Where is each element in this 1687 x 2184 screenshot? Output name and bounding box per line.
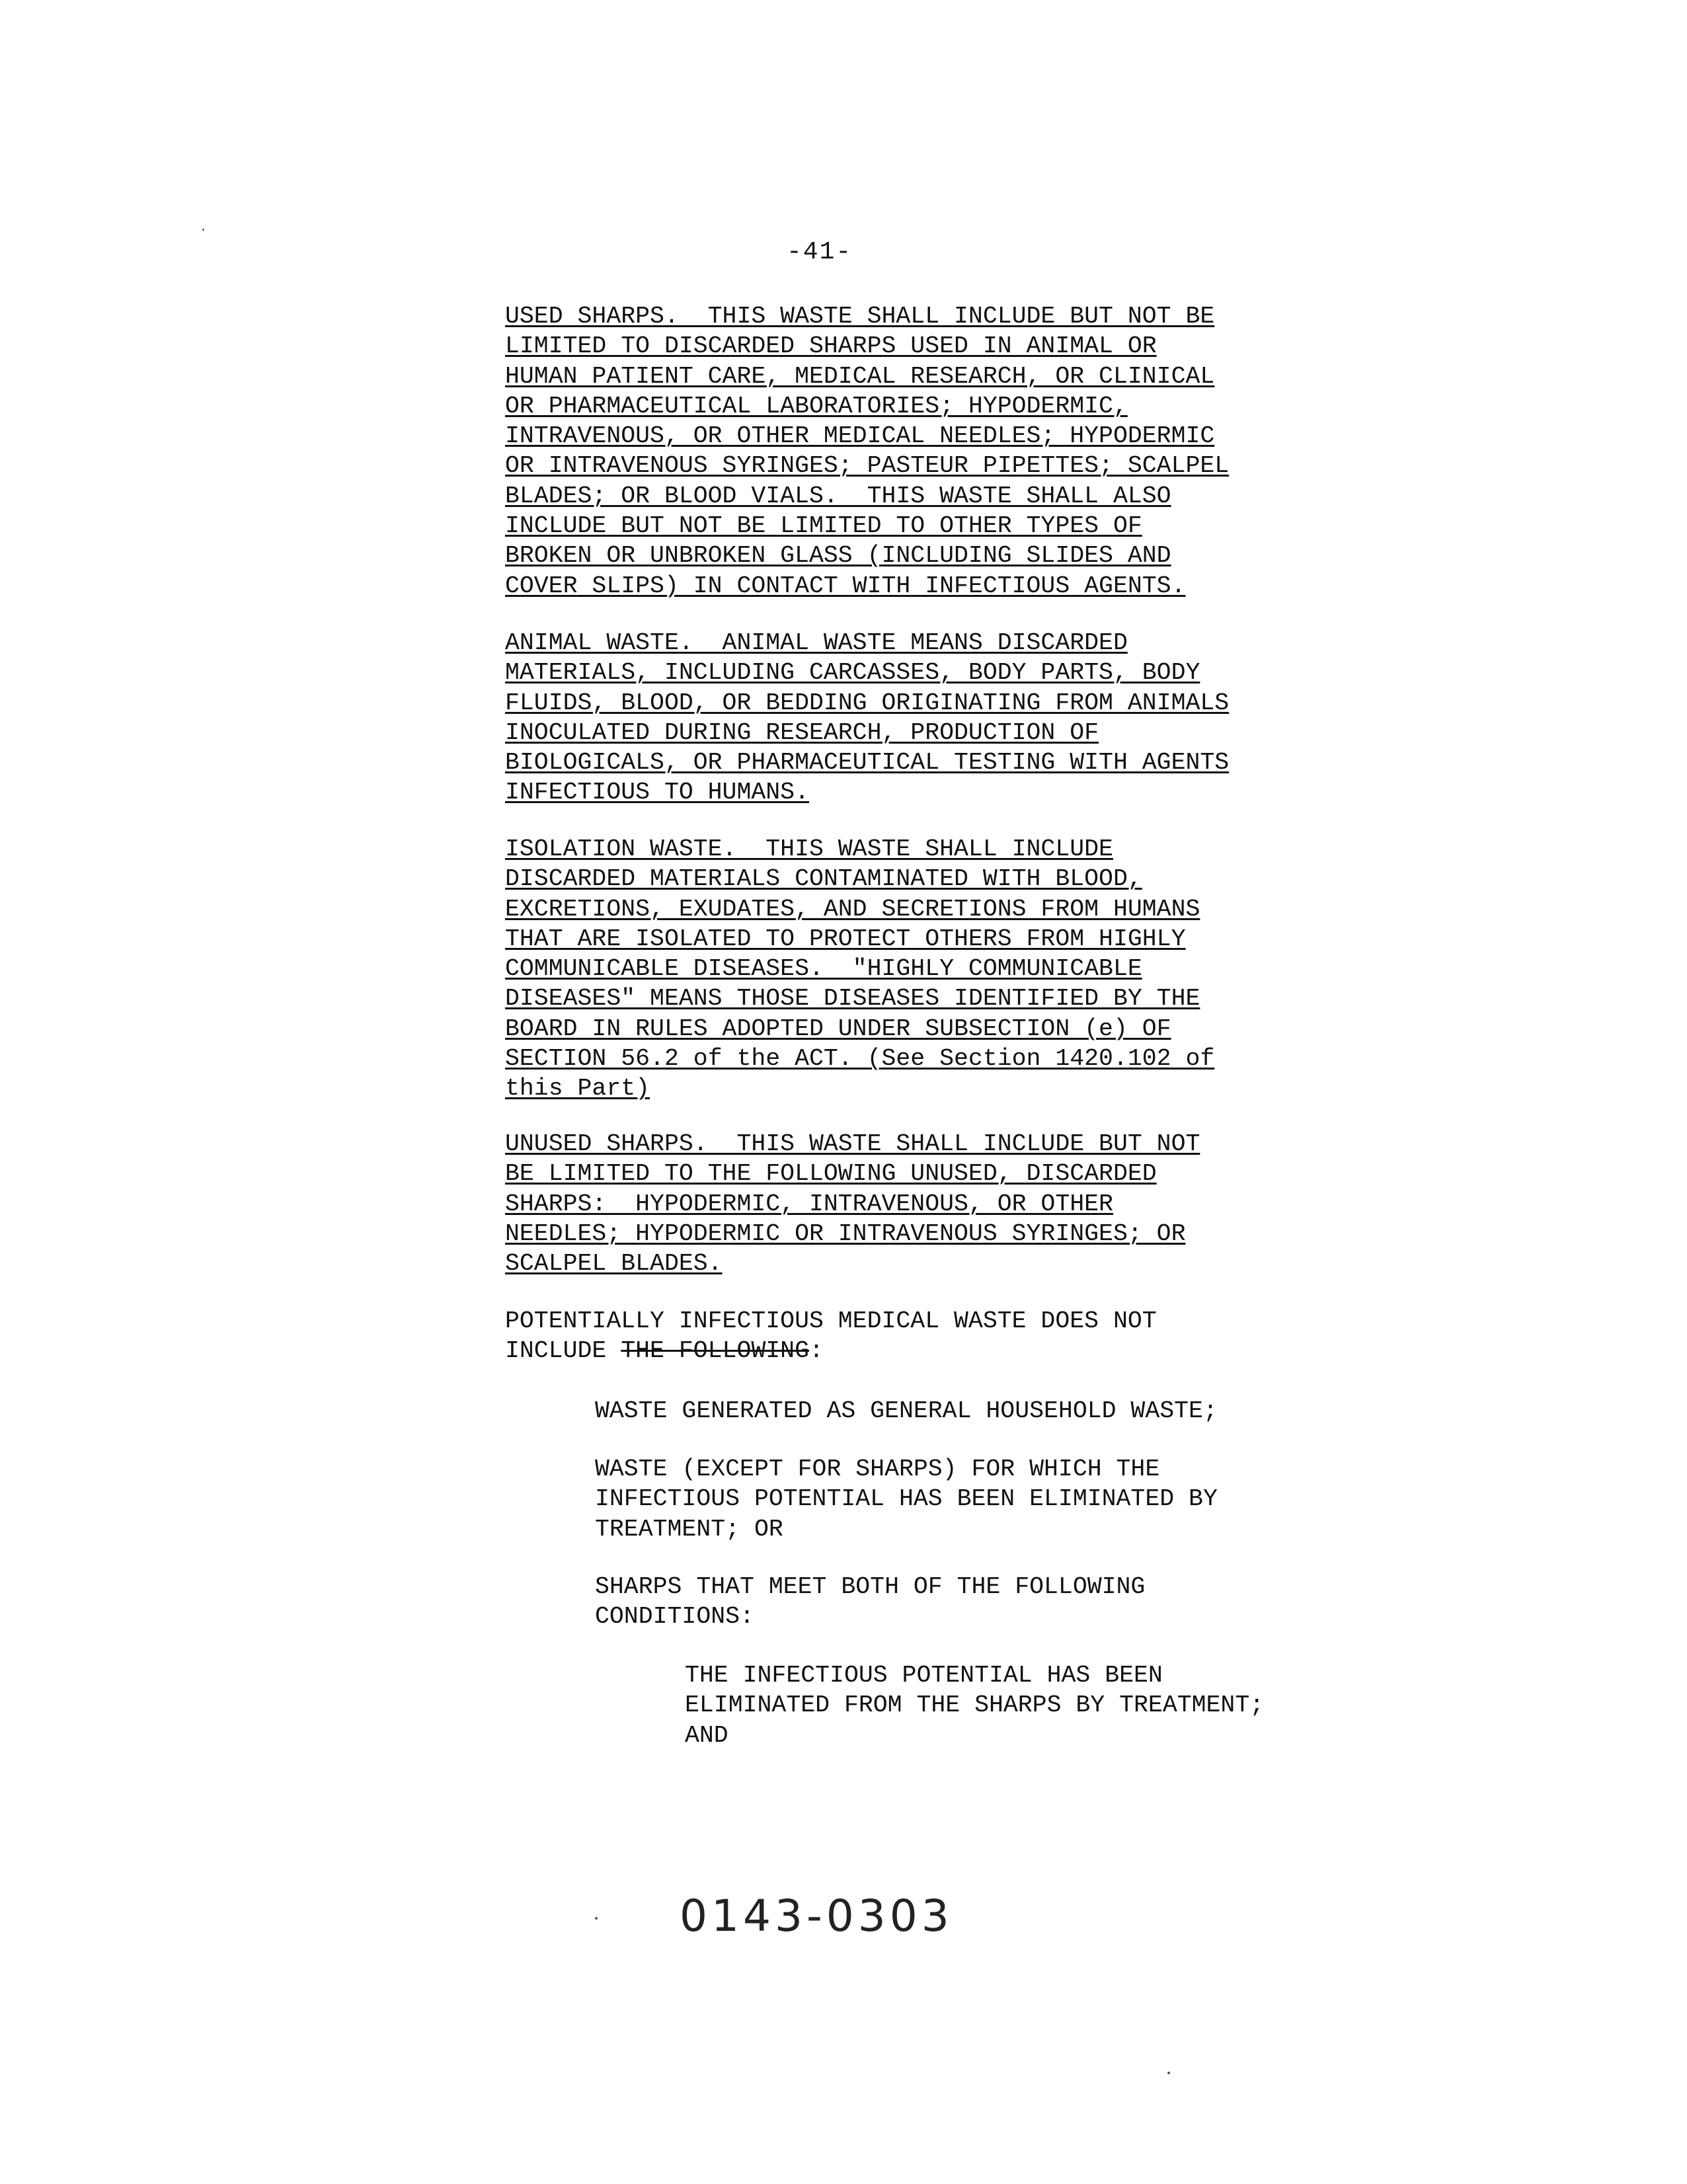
page-number: -41- [787,238,853,266]
exclusion-intro-colon: : [808,1337,824,1365]
exclusion-item-sharps: SHARPS THAT MEET BOTH OF THE FOLLOWING CONDITIONS: [595,1573,1146,1631]
animal-waste-definition: ANIMAL WASTE. ANIMAL WASTE MEANS DISCARDED MATERIALS, INCLUDING CARCASSES, BODY PARTS, BODY FLUIDS, BLOOD, OR BEDDING ORIGINATING FROM ANIMALS INOCULATED DURING RESEARCH, PRODUCTION OF BIOLOGICALS, OR PHARMACEUTICAL TESTING WITH AGENTS INFECTIOUS TO HUMANS. [505,629,1230,806]
used-sharps-definition: USED SHARPS. THIS WASTE SHALL INCLUDE BUT NOT BE LIMITED TO DISCARDED SHARPS USED IN ANIMAL OR HUMAN PATIENT CARE, MEDICAL RESEARCH, OR CLINICAL OR PHARMACEUTICAL LABORATORIES; HYPODERMIC, INTRAVENOUS, OR OTHER MEDICAL NEEDLES; HYPODERMIC OR INTRAVENOUS SYRINGES; PASTEUR PIPETTES; SCALPEL BLADES; OR BLOOD VIALS. THIS WASTE SHALL ALSO INCLUDE BUT NOT BE LIMITED TO OTHER TYPES OF BROKEN OR UNBROKEN GLASS (INCLUDING SLIDES AND COVER SLIPS) IN CONTACT WITH INFECTIOUS AGENTS. [505,303,1230,600]
isolation-waste-definition: ISOLATION WASTE. THIS WASTE SHALL INCLUDE DISCARDED MATERIALS CONTAMINATED WITH BLOOD, EXCRETIONS, EXUDATES, AND SECRETIONS FROM HUMANS THAT ARE ISOLATED TO PROTECT OTHERS FROM HIGHLY COMMUNICABLE DISEASES. "HIGHLY COMMUNICABLE DISEASES" MEANS THOSE DISEASES IDENTIFIED BY THE BOARD IN RULES ADOPTED UNDER SUBSECTION (e) OF SECTION 56.2 of the ACT. (See Section 1420.102 of this Part) [505,836,1215,1103]
exclusion-item-household: WASTE GENERATED AS GENERAL HOUSEHOLD WASTE; [595,1397,1218,1424]
exclusion-intro-line-1: POTENTIALLY INFECTIOUS MEDICAL WASTE DOES NOT [505,1307,1157,1335]
exclusion-intro [505,1306,1157,1366]
exclusion-intro-include: INCLUDE [505,1337,621,1365]
deleted-text: THE FOLLOWING [621,1337,809,1365]
document-code: 0143-0303 [680,1891,953,1941]
exclusion-item-treated-waste: WASTE (EXCEPT FOR SHARPS) FOR WHICH THE INFECTIOUS POTENTIAL HAS BEEN ELIMINATED BY TREATMENT; OR [595,1456,1218,1543]
scan-speck [1167,2072,1170,2074]
scan-speck [202,229,204,231]
unused-sharps-definition: UNUSED SHARPS. THIS WASTE SHALL INCLUDE BUT NOT BE LIMITED TO THE FOLLOWING UNUSED, DISCARDED SHARPS: HYPODERMIC, INTRAVENOUS, OR OTHER NEEDLES; HYPODERMIC OR INTRAVENOUS SYRINGES; OR SCALPEL BLADES. [505,1130,1200,1278]
sharps-condition-treated: THE INFECTIOUS POTENTIAL HAS BEEN ELIMINATED FROM THE SHARPS BY TREATMENT; AND [685,1662,1265,1749]
scan-speck [595,1917,598,1920]
